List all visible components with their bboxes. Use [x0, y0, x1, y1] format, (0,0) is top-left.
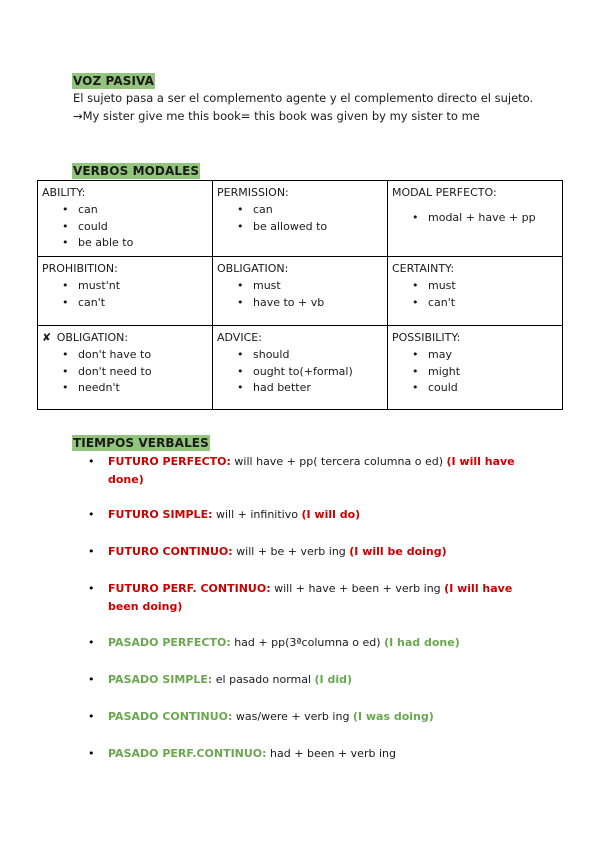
tense-item	[82, 506, 542, 524]
tense-item	[82, 745, 542, 763]
tense-example: (I will do)	[301, 508, 361, 521]
list-item: • could	[392, 380, 558, 397]
cell-list	[42, 347, 208, 397]
list-item: • don't have to	[42, 347, 208, 364]
list-item: • had better	[217, 380, 383, 397]
list-item: • needn't	[42, 380, 208, 397]
tense-name: FUTURO PERFECTO:	[108, 455, 231, 468]
tense-formula: had + pp(3ªcolumna o ed)	[230, 636, 385, 649]
cell-title: POSSIBILITY:	[392, 331, 461, 344]
cell-list	[392, 278, 558, 311]
cell-title: MODAL PERFECTO:	[392, 186, 497, 199]
cell-title-text: OBLIGATION:	[56, 331, 129, 344]
table-row	[38, 257, 563, 326]
tense-item	[82, 671, 542, 689]
cell-title: ABILITY:	[42, 186, 86, 199]
tense-item	[82, 580, 542, 616]
tense-item	[82, 543, 542, 561]
tense-formula: will + have + been + verb ing	[270, 582, 445, 595]
list-item: • must	[392, 278, 558, 295]
list-item: • ought to(+formal)	[217, 364, 383, 381]
tense-item	[82, 634, 542, 652]
tense-name: FUTURO SIMPLE:	[108, 508, 213, 521]
voz-pasiva-heading: VOZ PASIVA	[73, 74, 155, 88]
cell-title: CERTAINTY:	[392, 262, 455, 275]
list-item: • can't	[42, 295, 208, 312]
voz-pasiva-example: →My sister give me this book= this book was given by my sister to me	[73, 108, 480, 123]
cell-title	[42, 330, 208, 346]
tense-formula: was/were + verb ing	[232, 710, 353, 723]
tense-example: (I will have been doing)	[108, 582, 513, 613]
cell-title: PROHIBITION:	[42, 262, 118, 275]
list-item: • be allowed to	[217, 219, 383, 236]
list-item: • modal + have + pp	[392, 210, 558, 227]
cell-list	[42, 202, 208, 252]
list-item: • must'nt	[42, 278, 208, 295]
list-item: • may	[392, 347, 558, 364]
list-item: • can	[217, 202, 383, 219]
tense-name: PASADO CONTINUO:	[108, 710, 233, 723]
table-cell-permission	[213, 181, 388, 257]
tense-example: (I will be doing)	[349, 545, 447, 558]
tense-example: (I did)	[314, 673, 353, 686]
list-item: • might	[392, 364, 558, 381]
table-cell-modal-perfecto	[388, 181, 563, 257]
tense-name: PASADO PERFECTO:	[108, 636, 231, 649]
list-item: • have to + vb	[217, 295, 383, 312]
cell-list	[217, 278, 383, 311]
tense-item	[82, 708, 542, 726]
tense-formula: will + be + verb ing	[232, 545, 350, 558]
tense-formula: will + infinitivo	[212, 508, 302, 521]
tense-item	[82, 453, 542, 489]
voz-pasiva-text	[73, 90, 543, 125]
list-item: • should	[217, 347, 383, 364]
verbos-modales-heading: VERBOS MODALES	[73, 164, 200, 178]
tense-formula: el pasado normal	[212, 673, 315, 686]
list-item: • be able to	[42, 235, 208, 252]
cell-title: PERMISSION:	[217, 186, 289, 199]
tense-formula: had + been + verb ing	[266, 747, 396, 760]
tense-example: (I had done)	[384, 636, 460, 649]
list-item: • don't need to	[42, 364, 208, 381]
table-cell-possibility	[388, 326, 563, 410]
tense-name: FUTURO CONTINUO:	[108, 545, 233, 558]
cell-title: ADVICE:	[217, 331, 262, 344]
modal-verbs-table	[37, 180, 563, 410]
table-row	[38, 326, 563, 410]
tense-example: (I will have done)	[108, 455, 515, 486]
cell-list	[217, 202, 383, 235]
table-cell-prohibition	[38, 257, 213, 326]
tense-formula: will have + pp( tercera columna o ed)	[230, 455, 447, 468]
table-row	[38, 181, 563, 257]
cell-list	[392, 347, 558, 397]
cross-icon: ✘	[42, 331, 52, 344]
tenses-list	[82, 453, 542, 763]
cell-title: OBLIGATION:	[217, 262, 289, 275]
list-item: • could	[42, 219, 208, 236]
tense-name: PASADO SIMPLE:	[108, 673, 213, 686]
list-item: • must	[217, 278, 383, 295]
table-cell-no-obligation	[38, 326, 213, 410]
table-cell-obligation	[213, 257, 388, 326]
voz-pasiva-definition: El sujeto pasa a ser el complemento agente y el complemento directo el sujeto.	[73, 91, 534, 105]
cell-list	[42, 278, 208, 311]
tense-example: (I was doing)	[352, 710, 434, 723]
table-cell-ability	[38, 181, 213, 257]
cell-list	[392, 210, 558, 227]
tense-name: PASADO PERF.CONTINUO:	[108, 747, 267, 760]
table-cell-advice	[213, 326, 388, 410]
table-cell-certainty	[388, 257, 563, 326]
list-item: • can	[42, 202, 208, 219]
tense-name: FUTURO PERF. CONTINUO:	[108, 582, 271, 595]
cell-list	[217, 347, 383, 397]
tiempos-verbales-heading: TIEMPOS VERBALES	[73, 436, 209, 450]
list-item: • can't	[392, 295, 558, 312]
